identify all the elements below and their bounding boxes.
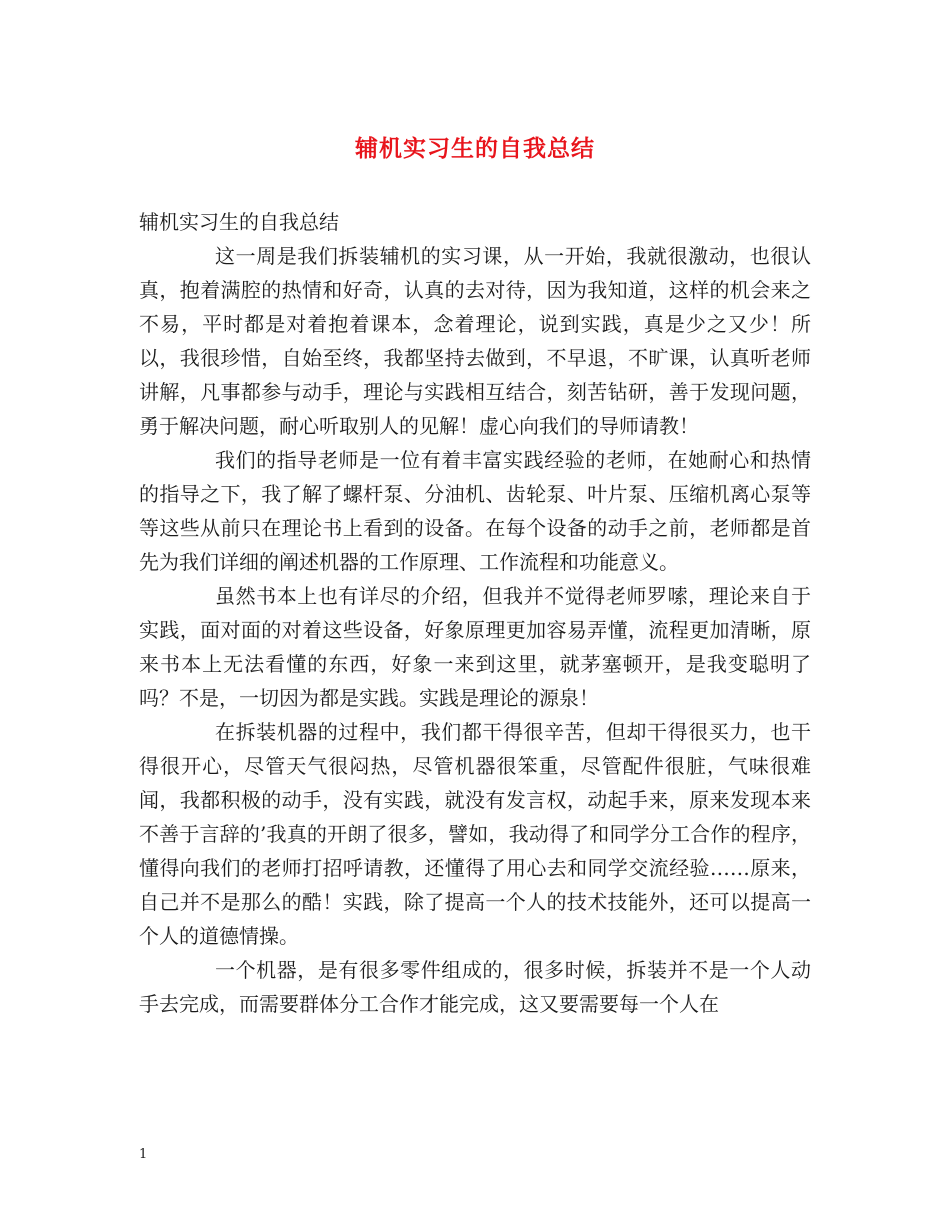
page-number: 1 bbox=[139, 1147, 148, 1162]
paragraph-2: 我们的指导老师是一位有着丰富实践经验的老师，在她耐心和热情的指导之下，我了解了螺杆泵、分油机、齿轮泵、叶片泵、压缩机离心泵等等这些从前只在理论书上看到的设备。在每个设备的动手之前，老师都是首先为我们详细的阐述机器的工作原理、工作流程和功能意义。 bbox=[139, 448, 811, 574]
paragraph-1: 这一周是我们拆装辅机的实习课，从一开始，我就很激动，也很认真，抱着满腔的热情和好奇，认真的去对待，因为我知道，这样的机会来之不易，平时都是对着抱着课本，念着理论，说到实践，真是少之又少！所以，我很珍惜，自始至终，我都坚持去做到，不早退，不旷课，认真听老师讲解，凡事都参与动手，理论与实践相互结合，刻苦钻研，善于发现问题，勇于解决问题，耐心听取别人的见解！虚心向我们的导师请教！ bbox=[139, 244, 811, 438]
paragraph-5: 一个机器，是有很多零件组成的，很多时候，拆装并不是一个人动手去完成，而需要群体分工合作才能完成，这又要需要每一个人在 bbox=[139, 958, 811, 1016]
paragraph-3: 虽然书本上也有详尽的介绍，但我并不觉得老师罗嗦，理论来自于实践，面对面的对着这些设备，好象原理更加容易弄懂，流程更加清晰，原来书本上无法看懂的东西，好象一来到这里，就茅塞顿开，是我变聪明了吗？不是，一切因为都是实践。实践是理论的源泉！ bbox=[139, 584, 811, 710]
document-body bbox=[139, 205, 811, 1021]
document-title: 辅机实习生的自我总结 bbox=[355, 135, 595, 162]
body-heading: 辅机实习生的自我总结 bbox=[139, 210, 339, 234]
paragraph-4: 在拆装机器的过程中，我们都干得很辛苦，但却干得很买力，也干得很开心，尽管天气很闷热，尽管机器很笨重，尽管配件很脏，气味很难闻，我都积极的动手，没有实践，就没有发言权，动起手来，原来发现本来不善于言辞的’我真的开朗了很多，譬如，我动得了和同学分工合作的程序，懂得向我们的老师打招呼请教，还懂得了用心去和同学交流经验……原来，自己并不是那么的酷！实践，除了提高一个人的技术技能外，还可以提高一个人的道德情操。 bbox=[139, 720, 811, 948]
